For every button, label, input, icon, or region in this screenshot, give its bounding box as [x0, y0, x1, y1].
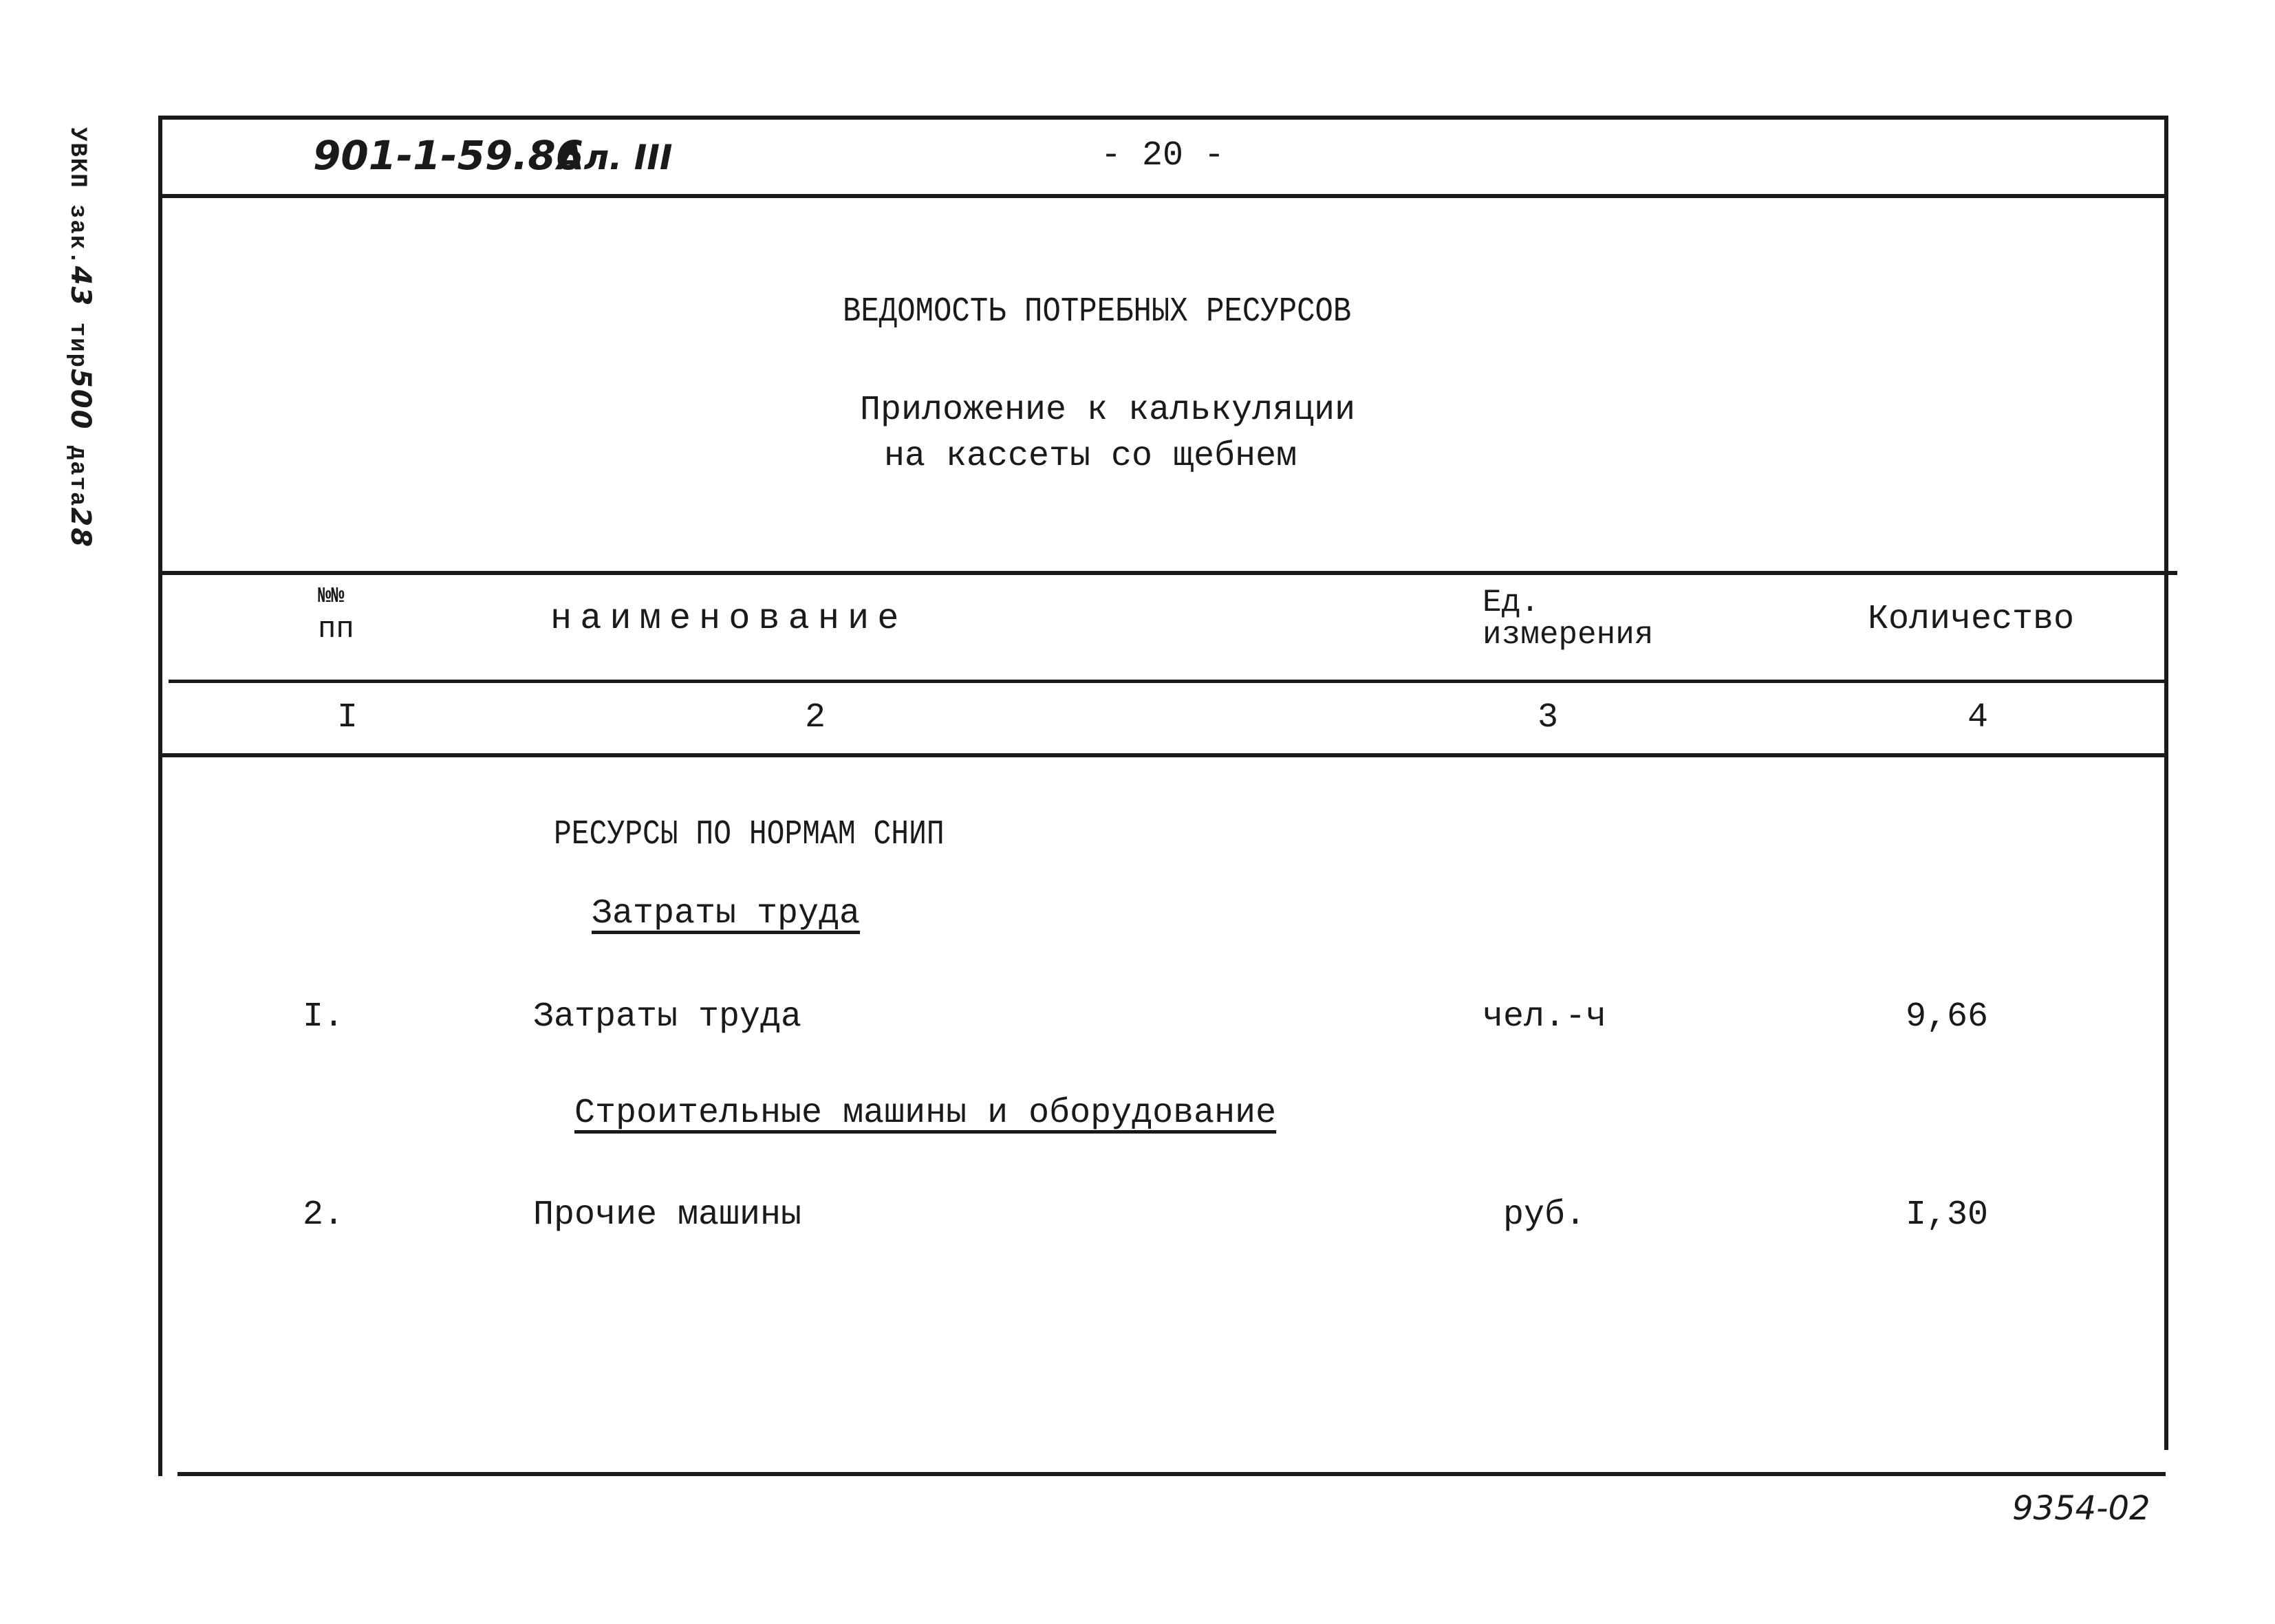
document-title: ВЕДОМОСТЬ ПОТРЕБНЫХ РЕСУРСОВ [843, 292, 1352, 332]
row-2-name: Прочие машины [533, 1195, 802, 1235]
column-number-3: 3 [1538, 698, 1559, 737]
col-header-number-line2: пп [318, 612, 354, 647]
col-header-unit-line2: измерения [1482, 617, 1654, 653]
stamp-prefix: УВКП зак. [64, 127, 90, 266]
stamp-date: 28 [65, 507, 96, 549]
page-number: - 20 - [1101, 136, 1225, 175]
title-block-divider [162, 571, 2177, 575]
col-header-name: наименование [550, 598, 907, 639]
row-1-quantity: 9,66 [1906, 997, 1989, 1037]
stamp-pages-label: тир [64, 322, 90, 369]
column-number-1: I [337, 698, 358, 737]
column-number-4: 4 [1967, 698, 1989, 737]
document-subtitle-line2: на кассеты со щебнем [884, 437, 1297, 476]
row-1-number: I. [303, 997, 345, 1037]
frame-right-border [2164, 116, 2168, 1450]
side-stamp [64, 127, 96, 548]
row-2-number: 2. [303, 1195, 345, 1235]
footer-document-code: 9354-02 [2012, 1489, 2150, 1528]
col-header-unit-line1: Ед. [1482, 585, 1540, 620]
column-number-2: 2 [805, 698, 826, 737]
stamp-order-number: 43 [65, 266, 96, 307]
col-header-quantity: Количество [1868, 600, 2075, 639]
column-numbers-divider [160, 753, 2168, 757]
header-divider [158, 194, 2168, 198]
frame-left-border [158, 116, 162, 1476]
document-subtitle-line1: Приложение к калькуляции [860, 391, 1356, 430]
row-2-unit: руб. [1503, 1195, 1586, 1235]
album-number: Ал. III [557, 138, 673, 177]
row-1-unit: чел.-ч [1482, 997, 1607, 1037]
table-header-divider [169, 680, 2167, 683]
row-1-name: Затраты труда [533, 997, 802, 1037]
subsection-machines: Строительные машины и оборудование [574, 1094, 1277, 1133]
stamp-pages: 500 [65, 368, 96, 431]
row-2-quantity: I,30 [1906, 1195, 1989, 1235]
frame-bottom-border [177, 1472, 2166, 1476]
frame-top-border [158, 116, 2167, 120]
subsection-labor: Затраты труда [592, 894, 861, 933]
col-header-number-line1: №№ [318, 583, 345, 609]
section-heading-main: РЕСУРСЫ ПО НОРМАМ СНИП [554, 815, 945, 854]
project-code: 901-1-59.86 [313, 132, 584, 179]
stamp-date-label: дата [64, 445, 90, 508]
